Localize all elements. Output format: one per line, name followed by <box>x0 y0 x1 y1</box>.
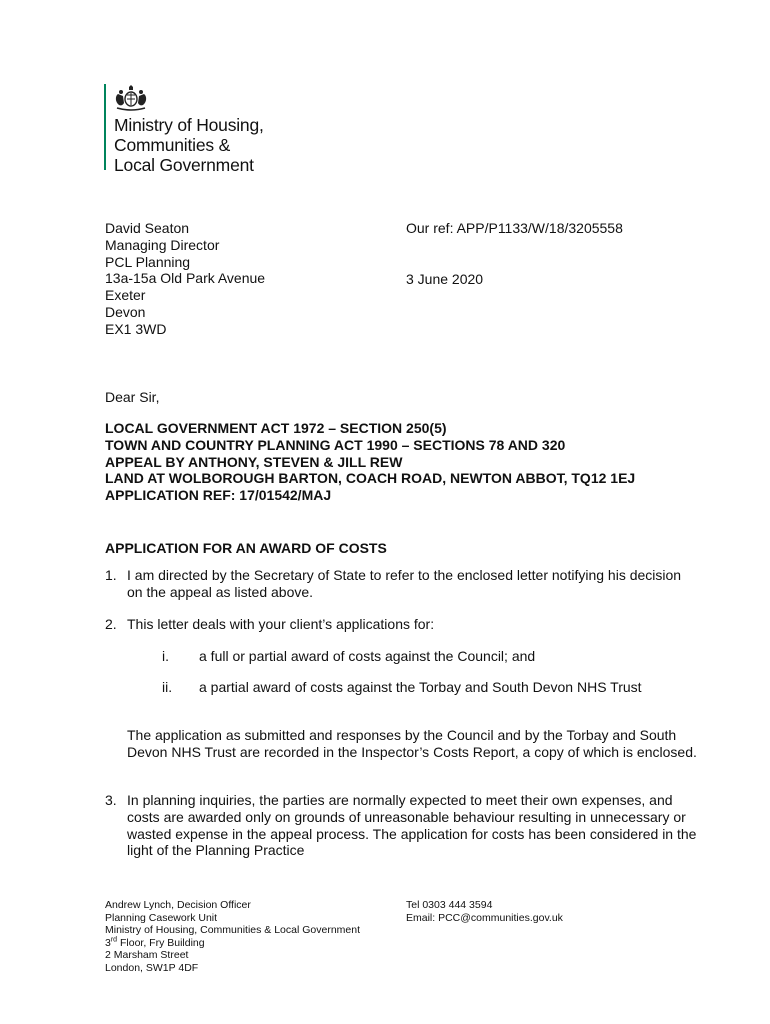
letter-date: 3 June 2020 <box>406 271 484 287</box>
paragraph-text: The application as submitted and responses by the Council and by the Torbay and South Devon NHS Trust are recorded in the Inspector’s Costs Report, a copy of which is enclosed. <box>127 727 697 760</box>
list-item <box>162 648 682 668</box>
recipient-city: Exeter <box>105 287 146 304</box>
letter-heading <box>105 420 695 504</box>
paragraph-number: 1. <box>105 567 117 583</box>
heading-line-application-ref: APPLICATION REF: 17/01542/MAJ <box>105 487 332 504</box>
logo-green-bar <box>104 84 106 170</box>
footer-floor <box>105 937 360 950</box>
paragraph-2-continuation <box>127 727 697 781</box>
list-item <box>162 679 682 719</box>
recipient-title: Managing Director <box>105 236 220 253</box>
paragraph-number: 2. <box>105 616 117 632</box>
department-logo <box>104 84 304 174</box>
department-name-line-1: Ministry of Housing, <box>114 115 264 135</box>
paragraph-3 <box>105 792 705 862</box>
footer-sender-name: Andrew Lynch, Decision Officer <box>105 899 251 911</box>
recipient-street: 13a-15a Old Park Avenue <box>105 270 266 287</box>
recipient-postcode: EX1 3WD <box>105 320 167 337</box>
footer-email[interactable]: Email: PCC@communities.gov.uk <box>406 911 563 924</box>
footer-contact <box>406 899 563 924</box>
footer-sender <box>105 899 360 975</box>
royal-coat-of-arms-icon <box>112 84 150 112</box>
paragraph-2 <box>105 616 705 636</box>
our-reference: Our ref: APP/P1133/W/18/3205558 <box>406 220 623 236</box>
list-item-number: ii. <box>162 679 173 695</box>
floor-ordinal: rd <box>110 936 118 944</box>
list-item-number: i. <box>162 648 169 664</box>
footer-street: 2 Marsham Street <box>105 949 189 962</box>
salutation: Dear Sir, <box>105 389 160 405</box>
heading-line-appeal: APPEAL BY ANTHONY, STEVEN & JILL REW <box>105 453 403 470</box>
recipient-name: David Seaton <box>105 220 190 236</box>
recipient-address <box>105 220 265 338</box>
department-name-line-3: Local Government <box>114 155 254 175</box>
list-item-text: a partial award of costs against the Torbay and South Devon NHS Trust <box>199 679 642 695</box>
list-item-text: a full or partial award of costs against the Council; and <box>199 648 536 664</box>
heading-line-land: LAND AT WOLBOROUGH BARTON, COACH ROAD, NEWTON ABBOT, TQ12 1EJ <box>105 470 636 487</box>
heading-line-act-1990: TOWN AND COUNTRY PLANNING ACT 1990 – SECTIONS 78 AND 320 <box>105 436 566 453</box>
footer-city: London, SW1P 4DF <box>105 961 199 974</box>
paragraph-number: 3. <box>105 792 117 808</box>
heading-line-act-1972: LOCAL GOVERNMENT ACT 1972 – SECTION 250(5) <box>105 420 447 436</box>
floor-text: Floor, Fry Building <box>117 936 205 949</box>
recipient-county: Devon <box>105 303 146 320</box>
footer-unit: Planning Casework Unit <box>105 911 218 924</box>
paragraph-text: In planning inquiries, the parties are normally expected to meet their own expenses, and costs are awarded only on grounds of unreasonable behaviour resulting in unnecessary or wasted expense in the appeal process. The application for costs has been considered in the light of the Planning Practice <box>127 792 697 859</box>
paragraph-text: This letter deals with your client’s applications for: <box>127 616 435 632</box>
department-name-line-2: Communities & <box>114 135 231 155</box>
section-heading: APPLICATION FOR AN AWARD OF COSTS <box>105 540 387 556</box>
paragraph-text: I am directed by the Secretary of State to refer to the enclosed letter notifying his decision on the appeal as listed above. <box>127 567 682 600</box>
recipient-company: PCL Planning <box>105 253 191 270</box>
floor-number: 3 <box>105 936 111 949</box>
paragraph-1 <box>105 567 705 607</box>
footer-department: Ministry of Housing, Communities & Local Government <box>105 924 361 937</box>
footer-telephone: Tel 0303 444 3594 <box>406 899 493 911</box>
